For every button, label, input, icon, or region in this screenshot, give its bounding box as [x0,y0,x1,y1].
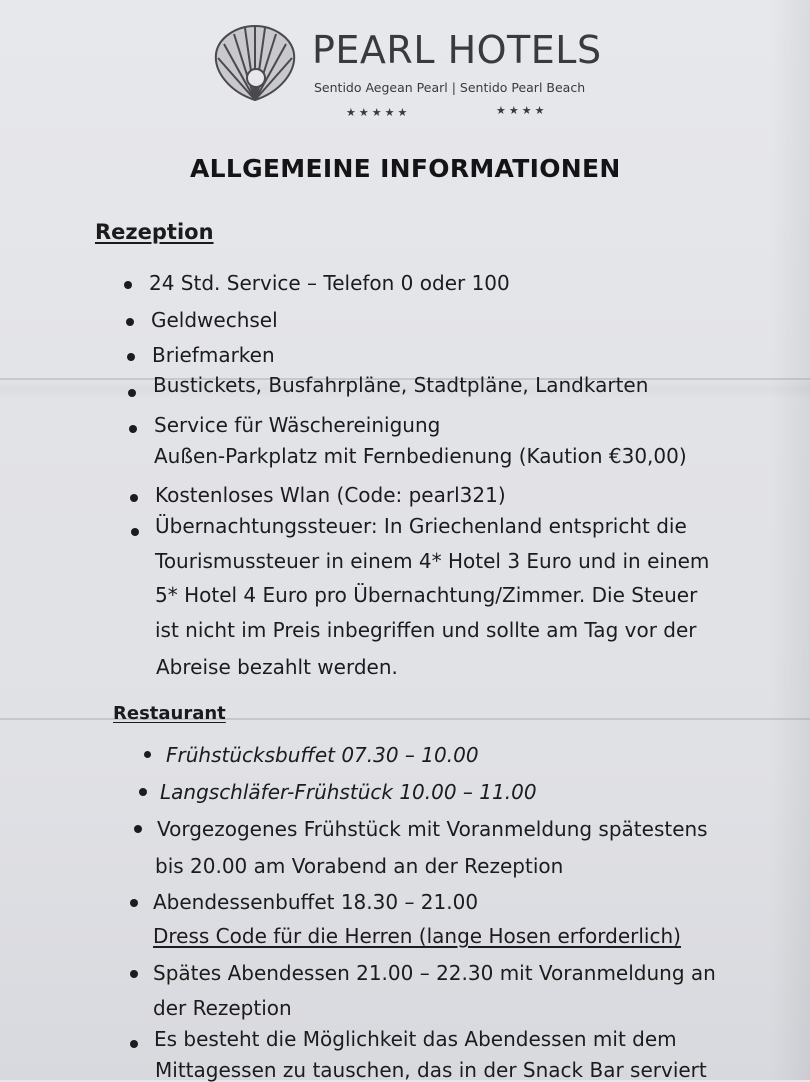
list-item-continuation: ist nicht im Preis inbegriffen und sollte am Tag vor der [155,618,697,642]
list-item: Geldwechsel [151,308,278,332]
pearl-shell-icon [210,22,300,104]
dress-code-note: Dress Code für die Herren (lange Hosen erforderlich) [153,924,681,948]
bullet-icon [130,1040,138,1048]
page-title: ALLGEMEINE INFORMATIONEN [190,154,621,183]
list-item-continuation: 5* Hotel 4 Euro pro Übernachtung/Zimmer. Die Steuer [155,583,698,607]
section-heading-rezeption: Rezeption [95,220,214,244]
list-item-continuation: Tourismussteuer in einem 4* Hotel 3 Euro und in einem [155,549,710,573]
bullet-icon [126,318,134,326]
bullet-icon [130,494,138,502]
section-heading-restaurant: Restaurant [113,703,226,724]
list-item: Kostenloses Wlan (Code: pearl321) [155,483,506,507]
hotel-names: Sentido Aegean Pearl | Sentido Pearl Beach [314,80,586,95]
list-item: Spätes Abendessen 21.00 – 22.30 mit Voranmeldung an [153,961,716,985]
bullet-icon [134,825,142,833]
list-item: Abendessenbuffet 18.30 – 21.00 [153,890,479,914]
list-item: Briefmarken [152,343,275,367]
bullet-icon [139,788,147,796]
list-item-continuation: Abreise bezahlt werden. [156,655,398,679]
list-item-continuation: Mittagessen zu tauschen, das in der Snack Bar serviert [155,1058,707,1082]
five-star-rating: ★★★★★ [346,106,411,119]
list-item: Es besteht die Möglichkeit das Abendessen mit dem [154,1027,677,1051]
bullet-icon [130,899,138,907]
list-item: Service für Wäschereinigung [154,413,441,437]
bullet-icon [127,353,135,361]
bullet-icon [124,281,132,289]
list-item: Vorgezogenes Frühstück mit Voranmeldung spätestens [157,817,708,841]
list-item-continuation: der Rezeption [153,996,292,1020]
list-item-continuation: Außen-Parkplatz mit Fernbedienung (Kaution €30,00) [154,444,687,468]
four-star-rating: ★★★★ [496,104,548,117]
list-item: Frühstücksbuffet 07.30 – 10.00 [166,743,479,767]
brand-name: PEARL HOTELS [312,28,602,72]
bullet-icon [130,970,138,978]
bullet-icon [129,425,137,433]
bullet-icon [144,751,151,758]
list-item: Langschläfer-Frühstück 10.00 – 11.00 [160,780,537,804]
list-item: Übernachtungssteuer: In Griechenland entspricht die [155,514,687,538]
list-item: Bustickets, Busfahrpläne, Stadtpläne, Landkarten [153,373,649,397]
page-edge-shadow [770,0,810,1080]
bullet-icon [131,528,139,536]
list-item-continuation: bis 20.00 am Vorabend an der Rezeption [155,854,564,878]
bullet-icon [128,389,136,397]
list-item: 24 Std. Service – Telefon 0 oder 100 [149,271,510,295]
